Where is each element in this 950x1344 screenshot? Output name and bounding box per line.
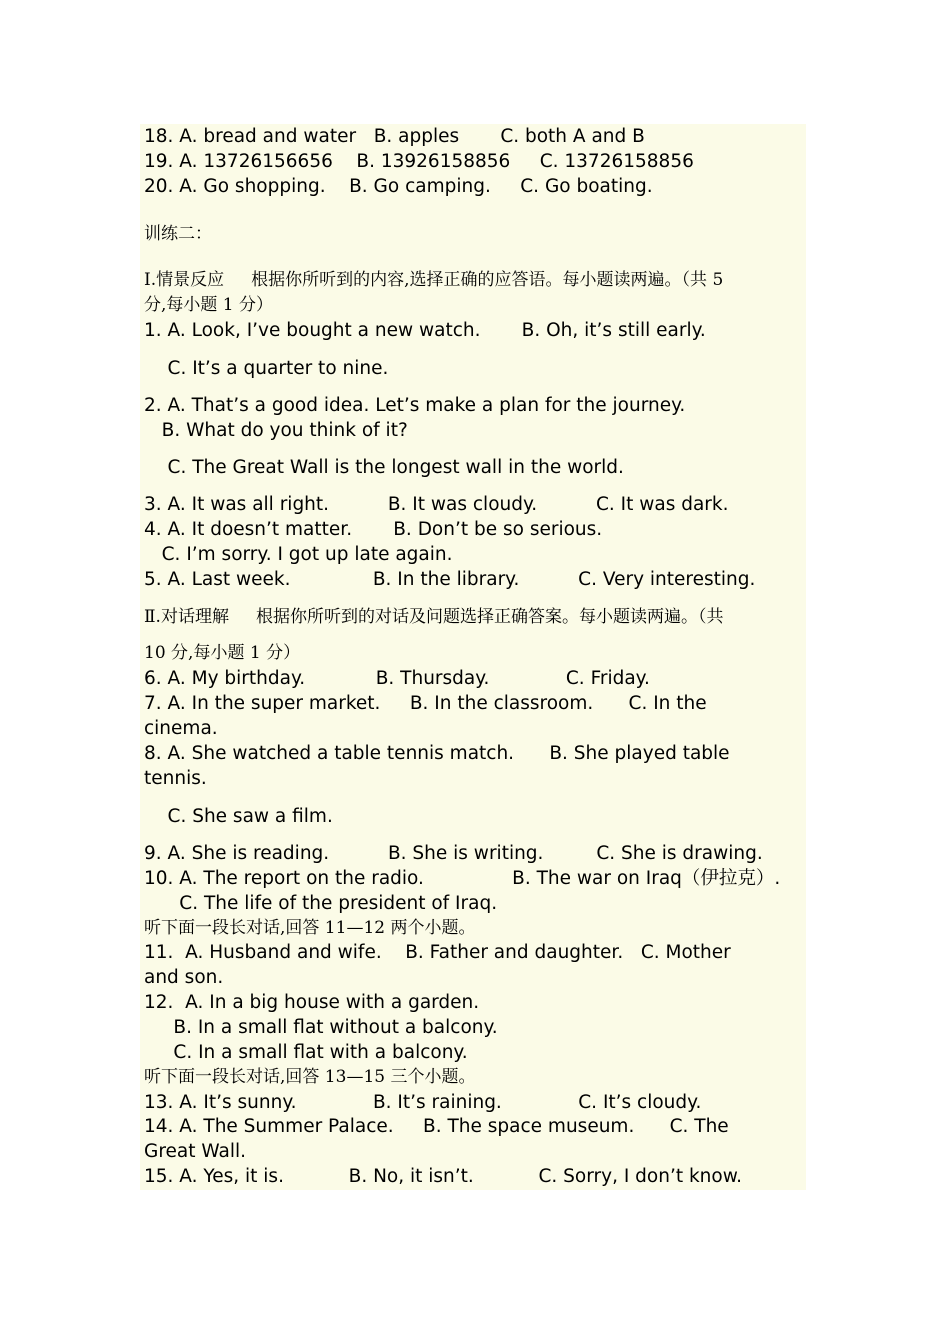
question-11-cont: and son.	[144, 967, 224, 988]
question-5: 5. A. Last week. B. In the library. C. Very interesting.	[144, 569, 756, 590]
question-2: 2. A. That’s a good idea. Let’s make a plan for the journey.	[144, 395, 686, 416]
part-2-instructions-cont: 10 分,每小题 1 分）	[144, 643, 301, 663]
long-dialogue-note-11-12: 听下面一段长对话,回答 11—12 两个小题。	[144, 918, 476, 938]
question-11: 11. A. Husband and wife. B. Father and daughter. C. Mother	[144, 942, 731, 963]
section-heading-training-2: 训练二：	[144, 224, 212, 244]
question-1-option-c: C. It’s a quarter to nine.	[144, 358, 389, 379]
question-8-cont: tennis.	[144, 768, 207, 789]
question-8: 8. A. She watched a table tennis match. B. She played table	[144, 743, 730, 764]
question-10-option-c: C. The life of the president of Iraq.	[144, 893, 498, 914]
question-12-option-c: C. In a small flat with a balcony.	[144, 1042, 468, 1063]
question-18: 18. A. bread and water B. apples C. both A and B	[144, 126, 645, 147]
long-dialogue-note-13-15: 听下面一段长对话,回答 13—15 三个小题。	[144, 1067, 476, 1087]
question-9: 9. A. She is reading. B. She is writing. C. She is drawing.	[144, 843, 763, 864]
question-2-option-c: C. The Great Wall is the longest wall in the world.	[144, 457, 624, 478]
question-10: 10. A. The report on the radio. B. The war on Iraq（伊拉克）.	[144, 868, 781, 889]
question-3: 3. A. It was all right. B. It was cloudy. C. It was dark.	[144, 494, 729, 515]
question-8-option-c: C. She saw a film.	[144, 806, 333, 827]
question-12: 12. A. In a big house with a garden.	[144, 992, 480, 1013]
question-14-cont: Great Wall.	[144, 1141, 246, 1162]
question-20: 20. A. Go shopping. B. Go camping. C. Go boating.	[144, 176, 653, 197]
question-4-option-c: C. I’m sorry. I got up late again.	[144, 544, 453, 565]
question-13: 13. A. It’s sunny. B. It’s raining. C. It’s cloudy.	[144, 1092, 702, 1113]
question-12-option-b: B. In a small flat without a balcony.	[144, 1017, 498, 1038]
question-2-option-b: B. What do you think of it?	[144, 420, 408, 441]
question-6: 6. A. My birthday. B. Thursday. C. Friday.	[144, 668, 650, 689]
question-1: 1. A. Look, I’ve bought a new watch. B. Oh, it’s still early.	[144, 320, 706, 341]
part-1-instructions-cont: 分,每小题 1 分）	[144, 295, 274, 315]
part-2-instructions: Ⅱ.对话理解 根据你所听到的对话及问题选择正确答案。每小题读两遍。（共	[144, 607, 724, 627]
question-7: 7. A. In the super market. B. In the classroom. C. In the	[144, 693, 707, 714]
question-7-cont: cinema.	[144, 718, 218, 739]
question-14: 14. A. The Summer Palace. B. The space museum. C. The	[144, 1116, 729, 1137]
question-15: 15. A. Yes, it is. B. No, it isn’t. C. Sorry, I don’t know.	[144, 1166, 743, 1187]
question-4: 4. A. It doesn’t matter. B. Don’t be so serious.	[144, 519, 603, 540]
part-1-instructions: Ⅰ.情景反应 根据你所听到的内容,选择正确的应答语。每小题读两遍。（共 5	[144, 270, 724, 290]
question-19: 19. A. 13726156656 B. 13926158856 C. 13726158856	[144, 151, 694, 172]
